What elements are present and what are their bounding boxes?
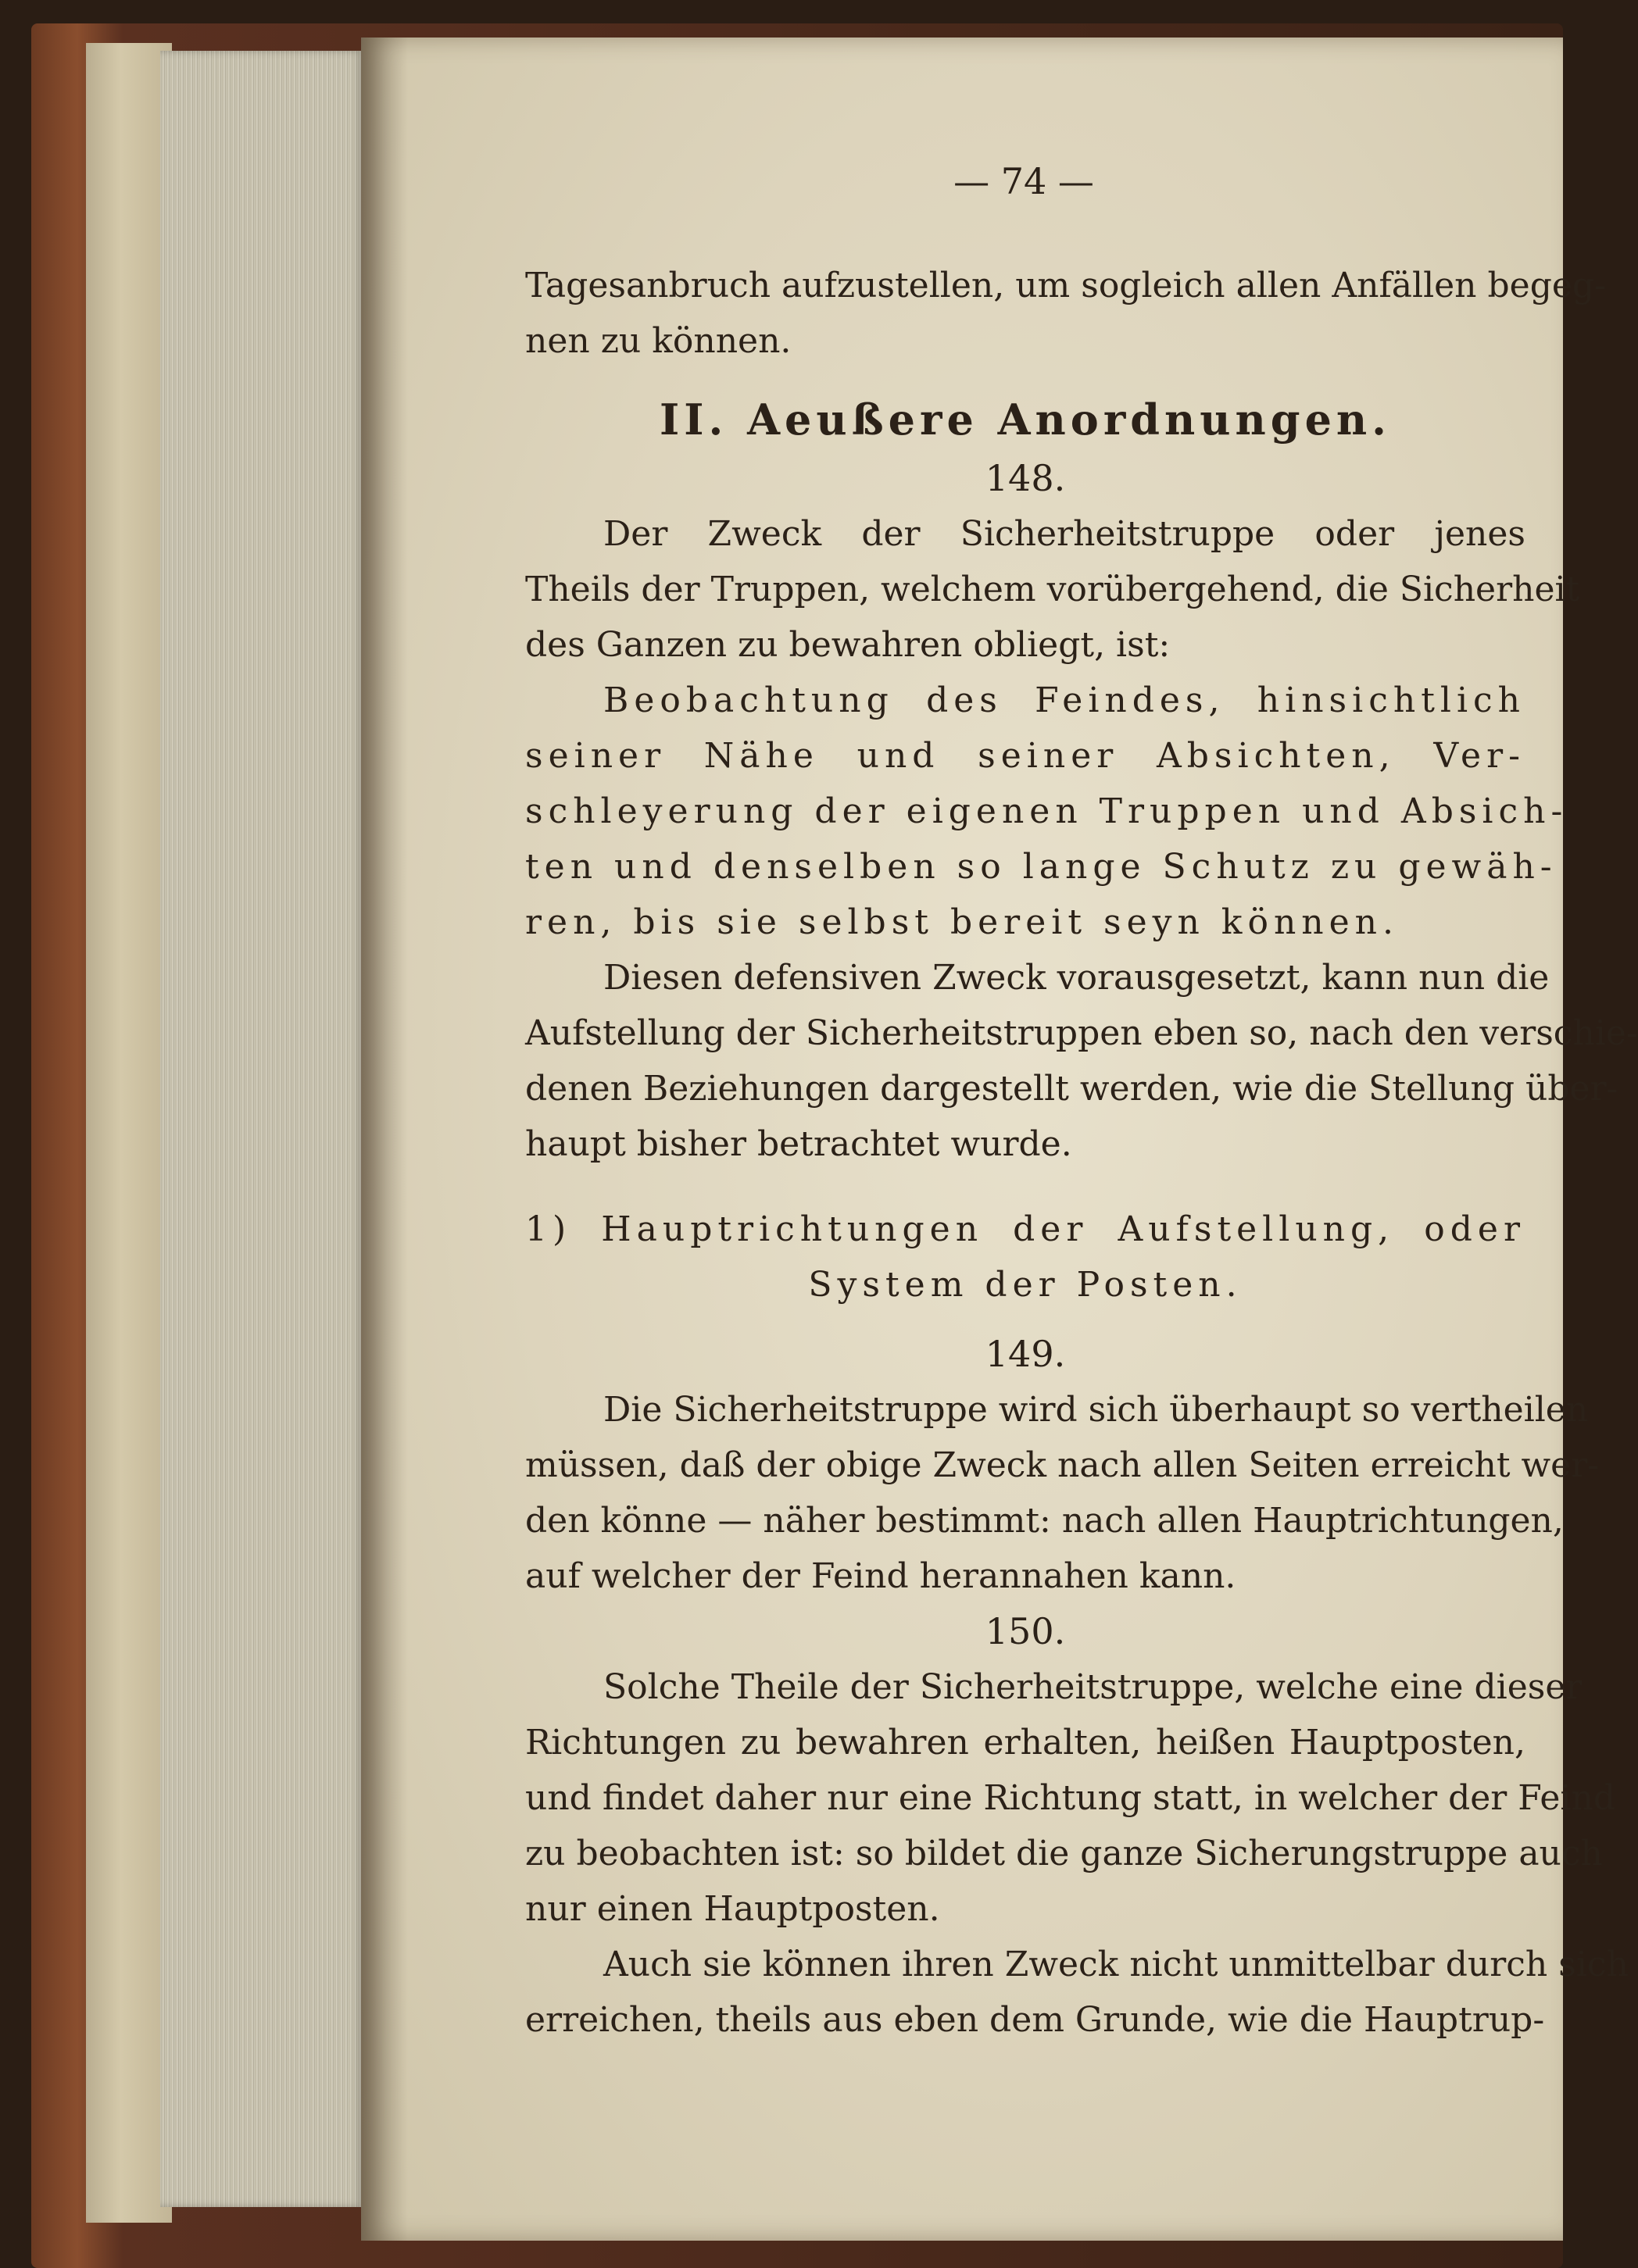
text-line: Die Sicherheitstruppe wird sich überhaupt so vertheilen [603, 1390, 1589, 1430]
text-line: Auch sie können ihren Zweck nicht unmittelbar durch sich [603, 1945, 1629, 1984]
text-line: Tagesanbruch aufzustellen, um sogleich allen Anfällen begeg- [525, 266, 1606, 305]
inside-cover-paper [86, 43, 172, 2223]
text-line: ren, bis sie selbst bereit seyn können. [525, 902, 1399, 942]
subsection-heading: 1) Hauptrichtungen der Aufstellung, oder [525, 1209, 1525, 1249]
section-number: 149. [985, 1333, 1066, 1375]
section-heading: II. Aeußere Anordnungen. [660, 395, 1391, 445]
text-line: Richtungen zu bewahren erhalten, heißen Hauptposten, [525, 1723, 1525, 1763]
section-number: 150. [985, 1610, 1066, 1652]
text-line: Solche Theile der Sicherheitstruppe, welche eine dieser [603, 1667, 1583, 1707]
text-line: des Ganzen zu bewahren obliegt, ist: [525, 625, 1171, 665]
text-line: Diesen defensiven Zweck vorausgesetzt, kann nun die [603, 958, 1550, 998]
text-line: nur einen Hauptposten. [525, 1889, 940, 1929]
text-line: seiner Nähe und seiner Absichten, Ver- [525, 736, 1525, 776]
text-line: auf welcher der Feind herannahen kann. [525, 1556, 1236, 1596]
text-line: Aufstellung der Sicherheitstruppen eben so, nach den verschie- [525, 1013, 1638, 1053]
text-line: müssen, daß der obige Zweck nach allen Seiten erreicht wer- [525, 1445, 1600, 1485]
page-number: — 74 — [953, 160, 1094, 202]
gutter-shadow [361, 38, 408, 2241]
text-line: Der Zweck der Sicherheitstruppe oder jenes [603, 514, 1525, 554]
page-text [525, 156, 1638, 2048]
section-number: 148. [985, 457, 1066, 499]
text-line: ten und denselben so lange Schutz zu gewäh- [525, 847, 1558, 887]
text-line: schleyerung der eigenen Truppen und Absich- [525, 791, 1568, 831]
subsection-heading: System der Posten. [808, 1265, 1243, 1305]
text-line: und findet daher nur eine Richtung statt, in welcher der Feind [525, 1778, 1616, 1818]
text-line: Theils der Truppen, welchem vorübergehend, die Sicherheit [525, 570, 1580, 609]
text-line: haupt bisher betrachtet wurde. [525, 1124, 1072, 1164]
text-line: erreichen, theils aus eben dem Grunde, wie die Hauptrup- [525, 2000, 1545, 2040]
text-line: Beobachtung des Feindes, hinsichtlich [603, 680, 1525, 720]
text-line: zu beobachten ist: so bildet die ganze Sicherungstruppe auch [525, 1834, 1603, 1873]
text-line: nen zu können. [525, 321, 792, 361]
text-line: den könne — näher bestimmt: nach allen Hauptrichtungen, [525, 1501, 1564, 1541]
page-edges [160, 51, 363, 2207]
text-line: denen Beziehungen dargestellt werden, wie die Stellung über- [525, 1069, 1618, 1109]
